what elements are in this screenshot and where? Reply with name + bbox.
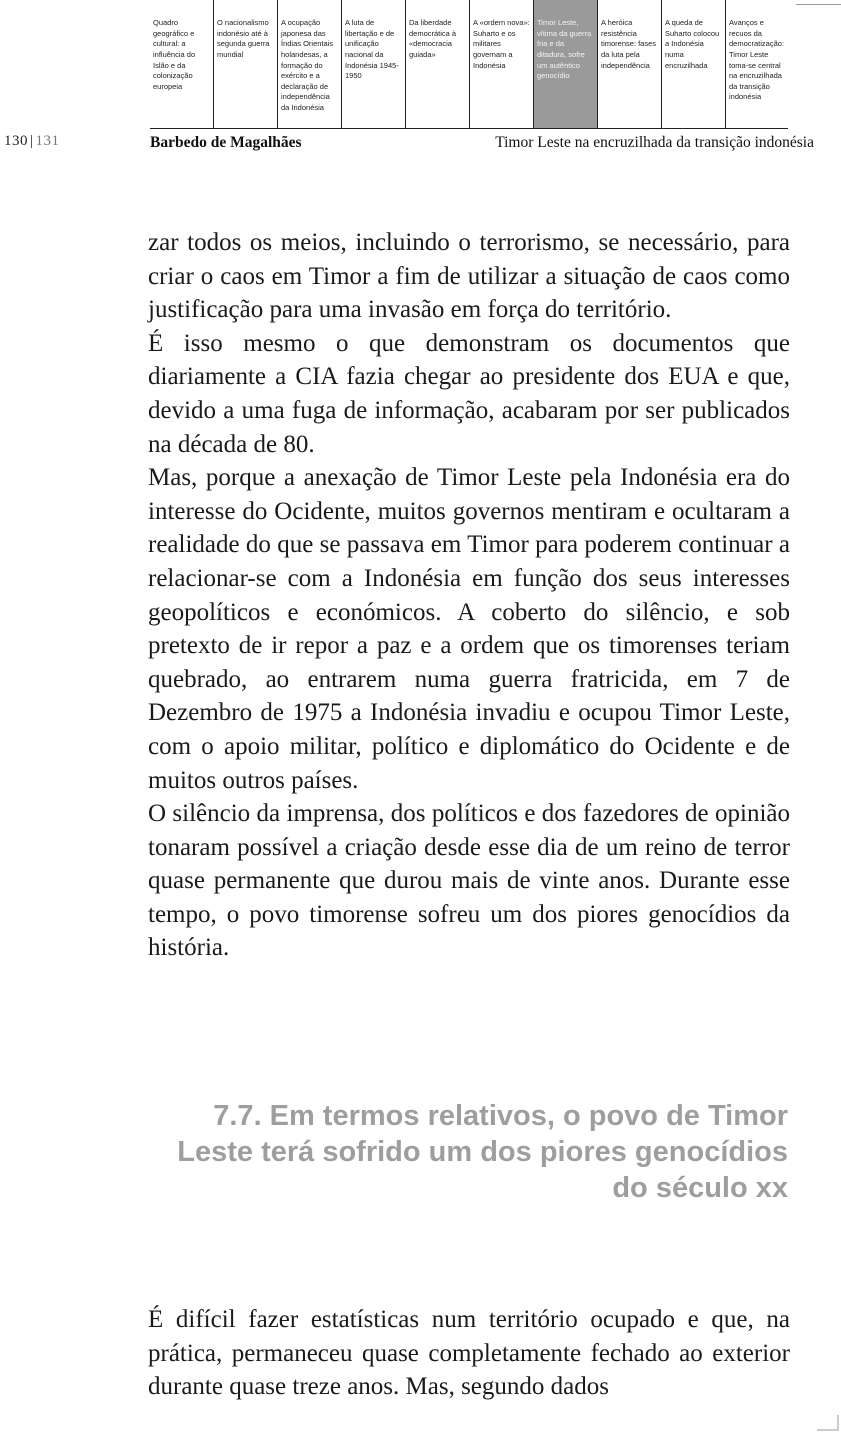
nav-cell-10: Avanços e recuos da democratização: Timor Leste toma-se central na encruzilhada da transição indonésia [729, 18, 785, 102]
nav-cell-4: A luta de libertação e de unificação nacional da Indonésia 1945-1950 [342, 0, 406, 128]
chapter-navigation-table [150, 0, 788, 129]
paragraph: Mas, porque a anexação de Timor Leste pela Indonésia era do interesse do Ocidente, muitos governos mentiram e ocultaram a realidade do que se passava em Timor para poderem continuar a relacionar-se com a Indonésia em função dos seus interesses geopolíticos e económicos. A coberto do silêncio, e sob pretexto de ir repor a paz e a ordem que os timorenses teriam quebrado, ao entrarem numa guerra fratricida, em 7 de Dezembro de 1975 a Indonésia invadiu e ocupou Timor Leste, com o apoio militar, político e diplomático do Ocidente e de muitos outros países. [148, 464, 790, 794]
section-number: 7.7. [213, 1100, 262, 1132]
nav-cell-3: A ocupação japonesa das Índias Orientais holandesas, a formação do exército e a declaração de independência da Indonésia [278, 0, 342, 128]
paragraph: O silêncio da imprensa, dos políticos e dos fazedores de opinião tonaram possível a criação desde esse dia de um reino de terror quase permanente que durou mais de vinte anos. Durante esse tempo, o povo timorense sofreu um dos piores genocídios da história. [148, 800, 790, 962]
running-header-title: Timor Leste na encruzilhada da transição indonésia [495, 134, 814, 151]
crop-mark [796, 4, 841, 5]
page-numbers [4, 133, 60, 150]
page-number-separator: | [30, 133, 34, 149]
nav-cell-current-chapter: Timor Leste, vítima da guerra fria e da ditadura, sofre um autêntico genocídio [534, 0, 598, 128]
page-number-left: 130 [4, 133, 28, 149]
crop-mark-bottom [817, 1415, 839, 1431]
page-number-right: 131 [35, 133, 60, 149]
paragraph: É isso mesmo o que demonstram os documentos que diariamente a CIA fazia chegar ao presidente dos EUA e que, devido a uma fuga de informação, acabaram por ser publicados na década de 80. [148, 329, 790, 458]
running-header-author: Barbedo de Magalhães [150, 134, 302, 151]
section-body-text [148, 1303, 790, 1404]
paragraph: É difícil fazer estatísticas num território ocupado e que, na prática, permaneceu quase completamente fechado ao exterior durante quase treze anos. Mas, segundo dados [148, 1306, 790, 1401]
nav-cell-2: O nacionalismo indonésio até à segunda guerra mundial [214, 0, 278, 128]
section-title: Em termos relativos, o povo de Timor Leste terá sofrido um dos piores genocídios do século xx [177, 1100, 788, 1204]
section-heading [148, 1098, 788, 1206]
nav-cell-8: A heróica resistência timorense: fases da luta pela independência [598, 0, 662, 128]
nav-cell-1: Quadro geográfico e cultural: a influência do Islão e da colonização europeia [150, 0, 214, 128]
nav-cell-6: A «ordem nova»: Suharto e os militares governam a Indonésia [470, 0, 534, 128]
nav-cell-5: Da liberdade democrática à «democracia guiada» [406, 0, 470, 128]
body-text [148, 226, 790, 965]
paragraph: zar todos os meios, incluindo o terrorismo, se necessário, para criar o caos em Timor a fim de utilizar a situação de caos como justificação para uma invasão em força do território. [148, 229, 790, 324]
nav-cell-9: A queda de Suharto colocou a Indonésia numa encruzilhada [662, 0, 726, 128]
